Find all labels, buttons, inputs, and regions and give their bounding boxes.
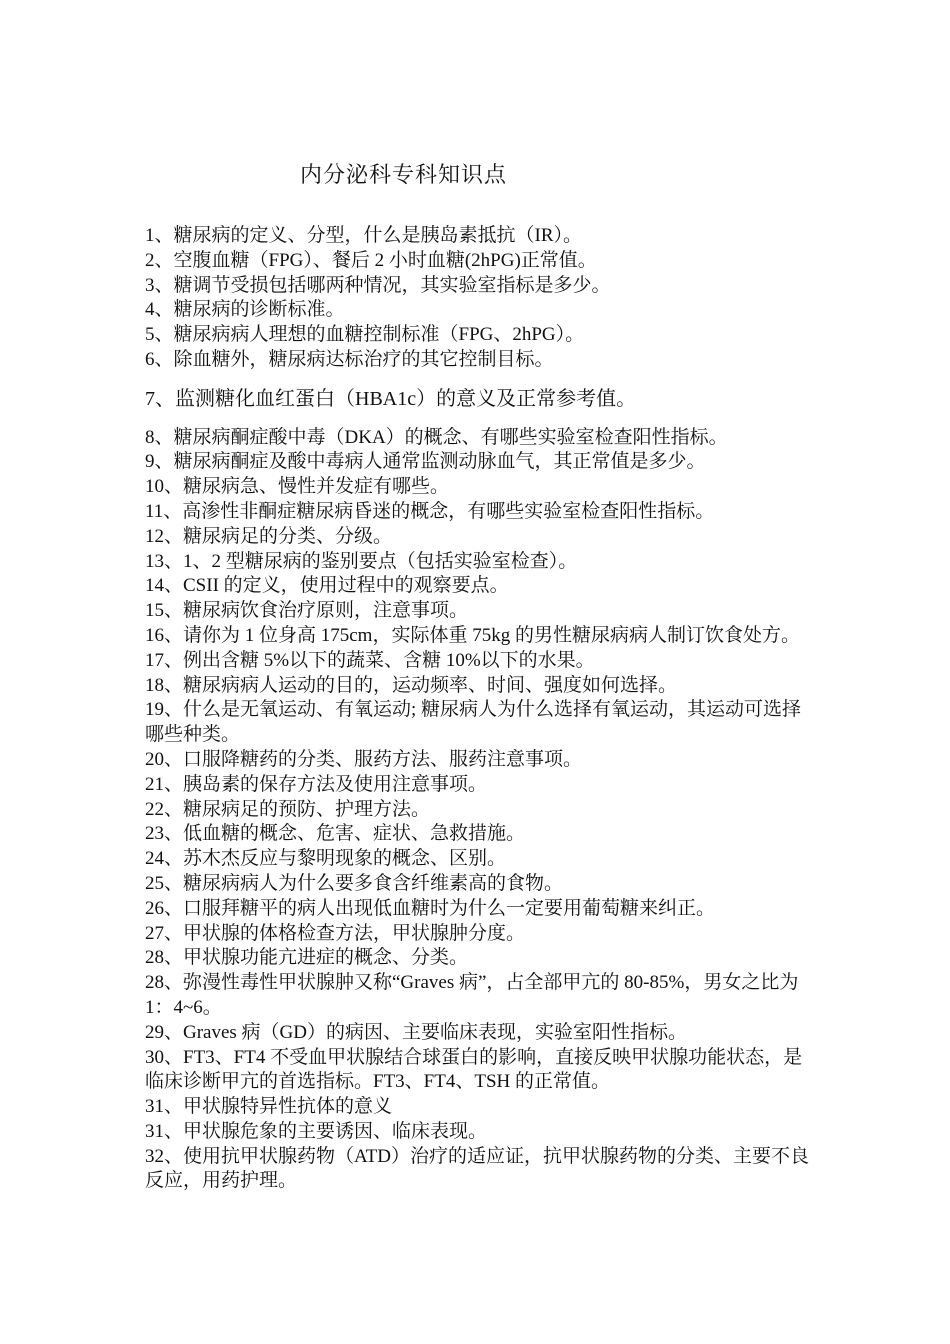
document-title: 内分泌科专科知识点 (300, 162, 508, 187)
list-item: 8、糖尿病酮症酸中毒（DKA）的概念、有哪些实验室检查阳性指标。 (145, 426, 728, 448)
list-item: 15、糖尿病饮食治疗原则，注意事项。 (145, 600, 469, 622)
list-item: 1、糖尿病的定义、分型，什么是胰岛素抵抗（IR）。 (145, 225, 583, 246)
list-item: 6、除血糖外，糖尿病达标治疗的其它控制目标。 (145, 348, 554, 370)
list-item: 13、1、2 型糖尿病的鉴别要点（包括实验室检查）。 (145, 550, 578, 572)
list-item: 25、糖尿病病人为什么要多食含纤维素高的食物。 (145, 872, 564, 894)
list-item: 29、Graves 病（GD）的病因、主要临床表现，实验室阳性指标。 (145, 1021, 688, 1043)
list-item: 2、空腹血糖（FPG）、餐后 2 小时血糖(2hPG)正常值。 (145, 249, 597, 271)
list-item: 4、糖尿病的诊断标准。 (145, 299, 345, 321)
list-item: 28、甲状腺功能亢进症的概念、分类。 (145, 947, 469, 969)
list-item: 5、糖尿病病人理想的血糖控制标准（FPG、2hPG）。 (145, 324, 585, 346)
list-item: 28、弥漫性毒性甲状腺肿又称“Graves 病”，占全部甲亢的 80-85%，男女之比为 1：4~6。 (145, 972, 799, 1018)
list-item: 12、糖尿病足的分类、分级。 (145, 525, 393, 547)
list-item: 22、糖尿病足的预防、护理方法。 (145, 798, 431, 820)
list-item: 19、什么是无氧运动、有氧运动; 糖尿病人为什么选择有氧运动，其运动可选择哪些种类。 (145, 699, 802, 746)
list-item: 23、低血糖的概念、危害、症状、急救措施。 (145, 823, 526, 845)
list-item: 11、高渗性非酮症糖尿病昏迷的概念，有哪些实验室检查阳性指标。 (145, 500, 715, 522)
list-item: 17、例出含糖 5%以下的蔬菜、含糖 10%以下的水果。 (145, 649, 595, 671)
knowledge-point-list (145, 224, 810, 1194)
list-item: 10、糖尿病急、慢性并发症有哪些。 (145, 476, 450, 498)
list-item: 21、胰岛素的保存方法及使用注意事项。 (145, 773, 488, 795)
list-item: 20、口服降糖药的分类、服药方法、服药注意事项。 (145, 748, 583, 770)
list-item: 16、请你为 1 位身高 175cm，实际体重 75kg 的男性糖尿病病人制订饮食处方。 (145, 624, 800, 646)
list-item: 14、CSII 的定义，使用过程中的观察要点。 (145, 575, 509, 597)
list-item: 32、使用抗甲状腺药物（ATD）治疗的适应证，抗甲状腺药物的分类、主要不良反应，用药护理。 (145, 1145, 809, 1192)
list-item: 30、FT3、FT4 不受血甲状腺结合球蛋白的影响，直接反映甲状腺功能状态，是临床诊断甲亢的首选指标。FT3、FT4、TSH 的正常值。 (145, 1046, 803, 1093)
list-item: 7、监测糖化血红蛋白（HBA1c）的意义及正常参考值。 (145, 387, 637, 410)
list-item: 18、糖尿病病人运动的目的，运动频率、时间、强度如何选择。 (145, 674, 678, 696)
list-item: 24、苏木杰反应与黎明现象的概念、区别。 (145, 848, 507, 870)
list-item: 31、甲状腺危象的主要诱因、临床表现。 (145, 1120, 488, 1142)
list-item: 26、口服拜糖平的病人出现低血糖时为什么一定要用葡萄糖来纠正。 (145, 897, 716, 919)
list-item: 9、糖尿病酮症及酸中毒病人通常监测动脉血气，其正常值是多少。 (145, 451, 706, 473)
list-item: 27、甲状腺的体格检查方法，甲状腺肿分度。 (145, 922, 526, 944)
list-item: 3、糖调节受损包括哪两种情况，其实验室指标是多少。 (145, 274, 611, 296)
list-item: 31、甲状腺特异性抗体的意义 (145, 1096, 393, 1118)
